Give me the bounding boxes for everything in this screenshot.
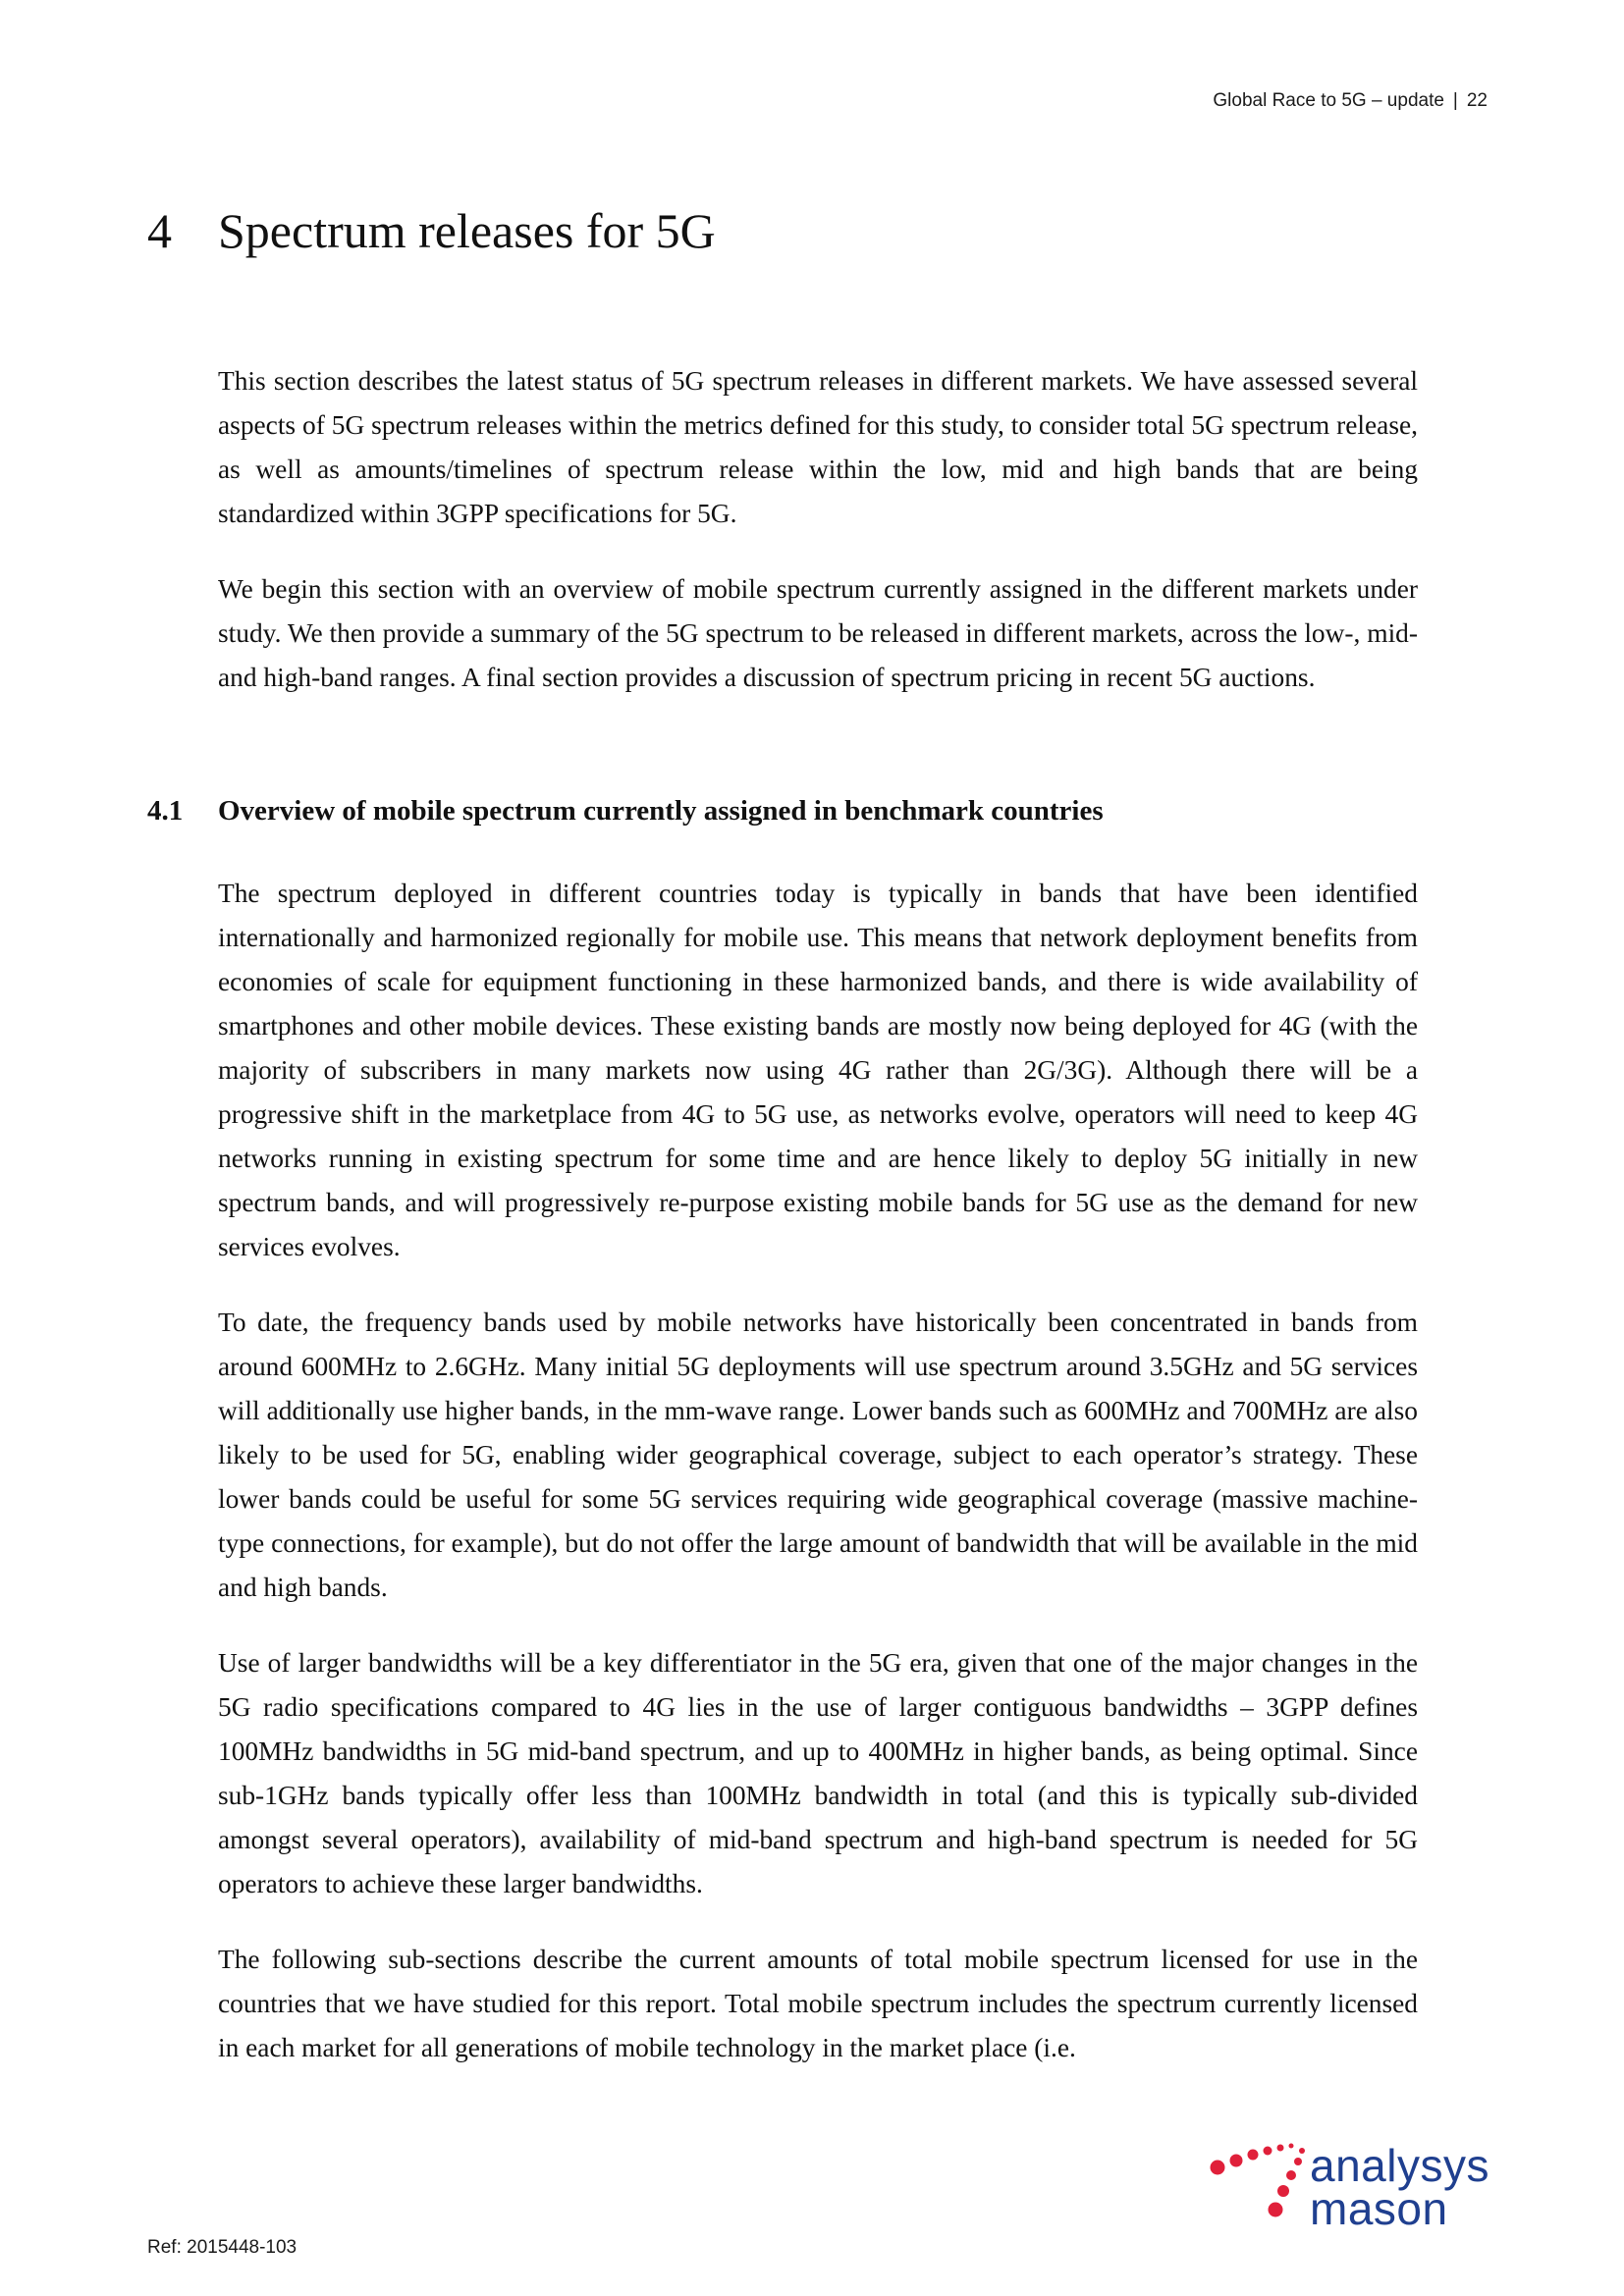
logo-text-analysys: analysys (1310, 2140, 1489, 2191)
section-text (218, 872, 1418, 2070)
paragraph: Use of larger bandwidths will be a key differentiator in the 5G era, given that one of the major changes in the 5G radio specifications compared to 4G lies in the use of larger contiguous bandwidths – 3GPP defines 100MHz bandwidths in 5G mid-band spectrum, and up to 400MHz in higher bands, as being optimal. Since sub-1GHz bands typically offer less than 100MHz bandwidth in total (and this is typically sub-divided amongst several operators), availability of mid-band spectrum and high-band spectrum is needed for 5G operators to achieve these larger bandwidths. (218, 1648, 1418, 1898)
paragraph: We begin this section with an overview of mobile spectrum currently assigned in the different markets under study. We then provide a summary of the 5G spectrum to be released in different markets, across the low-, mid- and high-band ranges. A final section provides a discussion of spectrum pricing in recent 5G auctions. (218, 574, 1418, 692)
header-title: Global Race to 5G – update (1213, 90, 1444, 111)
chapter-title: Spectrum releases for 5G (218, 203, 716, 258)
chapter-number: 4 (147, 203, 172, 258)
paragraph: To date, the frequency bands used by mobile networks have historically been concentrated in bands from around 600MHz to 2.6GHz. Many initial 5G deployments will use spectrum around 3.5GHz and 5G services will additionally use higher bands, in the mm-wave range. Lower bands such as 600MHz and 700MHz are also likely to be used for 5G, enabling wider geographical coverage, subject to each operator’s strategy. These lower bands could be useful for some 5G services requiring wide geographical coverage (massive machine-type connections, for example), but do not offer the large amount of bandwidth that will be available in the mid and high bands. (218, 1308, 1418, 1602)
paragraph: The following sub-sections describe the current amounts of total mobile spectrum licensed for use in the countries that we have studied for this report. Total mobile spectrum includes the spectrum currently licensed in each market for all generations of mobile technology in the market place (i.e. (218, 1945, 1418, 2062)
page-number: 22 (1466, 90, 1488, 111)
analysys-mason-logo (1210, 2135, 1514, 2253)
intro-text (218, 359, 1418, 700)
section-number: 4.1 (147, 795, 184, 827)
running-header (1213, 90, 1488, 112)
logo-dots-icon (1210, 2135, 1318, 2253)
header-separator: | (1452, 90, 1458, 111)
section-heading (147, 795, 1104, 828)
chapter-heading (147, 203, 716, 258)
section-title: Overview of mobile spectrum currently assigned in benchmark countries (218, 795, 1104, 827)
logo-text-mason: mason (1310, 2183, 1448, 2234)
paragraph: The spectrum deployed in different countries today is typically in bands that have been identified internationally and harmonized regionally for mobile use. This means that network deployment benefits from economies of scale for equipment functioning in these harmonized bands, and there is wide availability of smartphones and other mobile devices. These existing bands are mostly now being deployed for 4G (with the majority of subscribers in many markets now using 4G rather than 2G/3G). Although there will be a progressive shift in the marketplace from 4G to 5G use, as networks evolve, operators will need to keep 4G networks running in existing spectrum for some time and are hence likely to deploy 5G initially in new spectrum bands, and will progressively re-purpose existing mobile bands for 5G use as the demand for new services evolves. (218, 879, 1418, 1261)
footer-reference: Ref: 2015448-103 (147, 2237, 298, 2258)
paragraph: This section describes the latest status of 5G spectrum releases in different markets. We have assessed several aspects of 5G spectrum releases within the metrics defined for this study, to consider total 5G spectrum release, as well as amounts/timelines of spectrum release within the low, mid and high bands that are being standardized within 3GPP specifications for 5G. (218, 366, 1418, 528)
